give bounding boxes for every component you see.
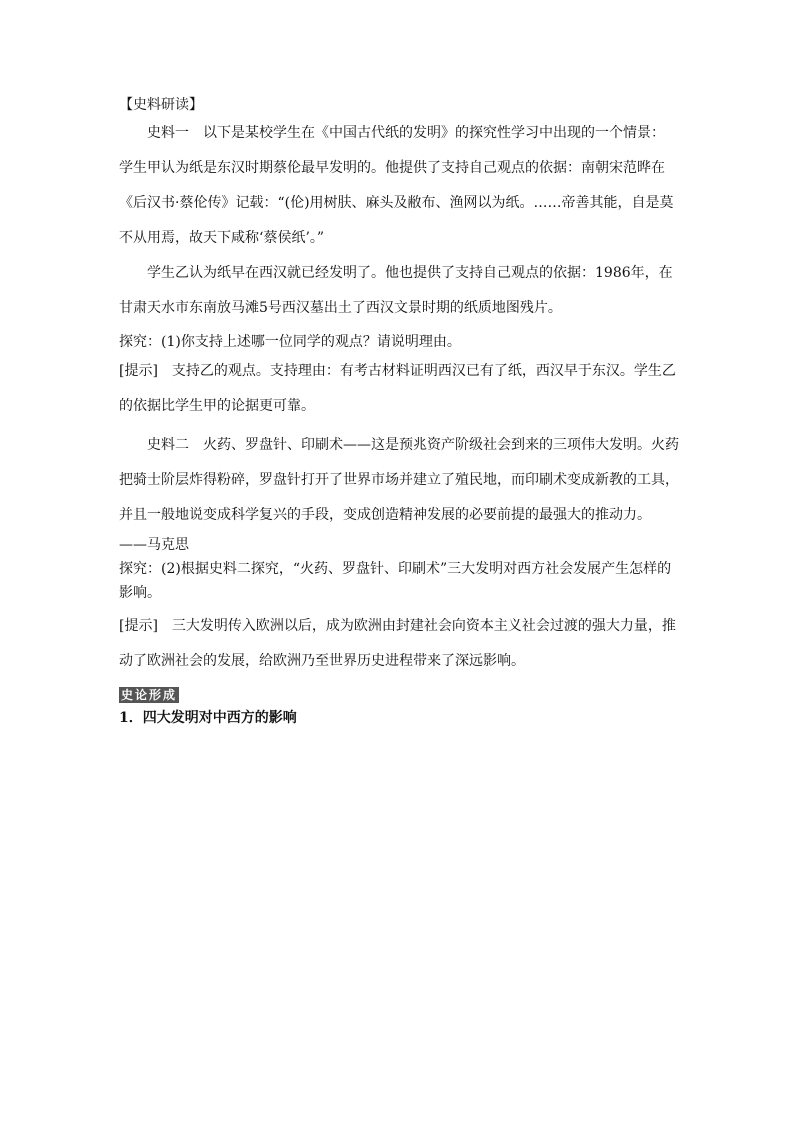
material-one-line: 学生甲认为纸是东汉时期蔡伦最早发明的。他提供了支持自己观点的依据：南朝宋范晔在 xyxy=(119,160,665,176)
hint-one-line: [提示] 支持乙的观点。支持理由：有考古材料证明西汉已有了纸，西汉早于东汉。学生乙 xyxy=(119,363,676,379)
material-two-line: 把骑士阶层炸得粉碎，罗盘针打开了世界市场并建立了殖民地，而印刷术变成新教的工具， xyxy=(119,472,679,488)
material-one-line: 《后汉书·蔡伦传》记载：“(伦)用树肤、麻头及敝布、渔网以为纸。……帝善其能，自是莫 xyxy=(119,195,674,211)
material-two-line: 史料二 火药、罗盘针、印刷术——这是预兆资产阶级社会到来的三项伟大发明。火药 xyxy=(147,437,679,453)
hint-two-line: 动了欧洲社会的发展，给欧洲乃至世界历史进程带来了深远影响。 xyxy=(119,653,525,669)
document-content xyxy=(119,94,679,731)
hint-two xyxy=(119,609,679,679)
hint-one xyxy=(119,354,679,424)
question-one: 探究：(1)你支持上述哪一位同学的观点？请说明理由。 xyxy=(119,334,461,350)
hint-two-line: [提示] 三大发明传入欧洲以后，成为欧洲由封建社会向资本主义社会过渡的强大力量，推 xyxy=(119,618,676,634)
material-two-line: 并且一般地说变成科学复兴的手段，变成创造精神发展的必要前提的最强大的推动力。 xyxy=(119,507,651,523)
section-tag-row xyxy=(119,685,679,705)
material-one-line: 学生乙认为纸早在西汉就已经发明了。他也提供了支持自己观点的依据：1986年，在 xyxy=(147,265,673,281)
point-one-heading: 1．四大发明对中西方的影响 xyxy=(119,710,297,726)
question-two xyxy=(119,557,679,605)
material-one-line: 甘肃天水市东南放马滩5号西汉墓出土了西汉文景时期的纸质地图残片。 xyxy=(119,300,562,316)
material-one-line: 史料一 以下是某校学生在《中国古代纸的发明》的探究性学习中出现的一个情景： xyxy=(147,125,665,141)
material-two-attribution: ——马克思 xyxy=(119,537,189,553)
hint-one-line: 的依据比学生甲的论据更可靠。 xyxy=(119,398,315,414)
question-two-line: 影响。 xyxy=(119,585,161,601)
material-one-line: 不从用焉，故天下咸称‘蔡侯纸’。” xyxy=(119,230,325,246)
material-one xyxy=(119,116,679,326)
section-tag: 史论形成 xyxy=(121,688,178,702)
question-two-line: 探究：(2)根据史料二探究，“火药、罗盘针、印刷术”三大发明对西方社会发展产生怎样的 xyxy=(119,561,672,577)
material-two xyxy=(119,428,679,557)
section-title: 【史料研读】 xyxy=(119,97,203,113)
